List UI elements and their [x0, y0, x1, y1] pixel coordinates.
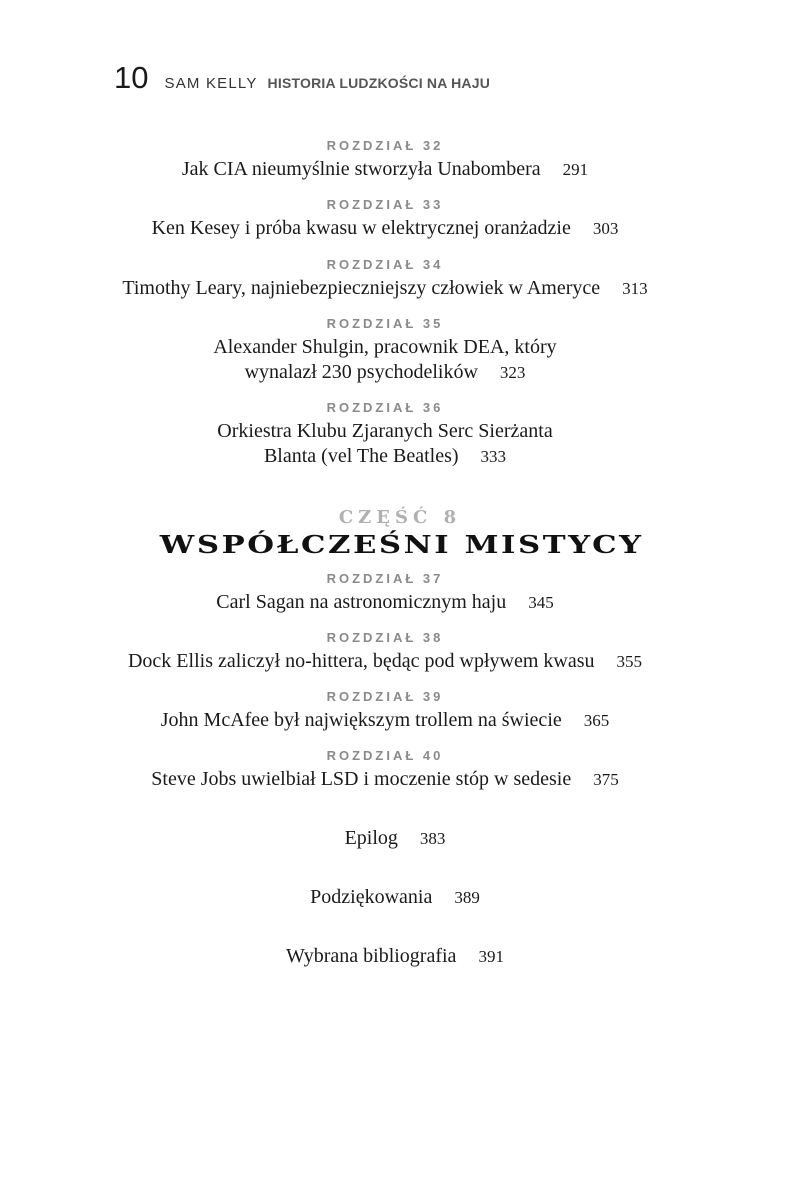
part-label: CZĘŚĆ 8: [338, 507, 462, 528]
chapter-title-line: Jak CIA nieumyślnie stworzyła Unabombera: [181, 158, 541, 180]
chapter-page-number: 355: [616, 652, 643, 671]
chapter-title-line: Orkiestra Klubu Zjaranych Serc Sierżanta: [217, 420, 553, 442]
book-title: HISTORIA LUDZKOŚCI NA HAJU: [267, 75, 491, 91]
chapter-page-number: 345: [528, 593, 554, 612]
chapter-page-number: 313: [622, 279, 648, 298]
chapter-label: ROZDZIAŁ 40: [326, 748, 444, 763]
chapter-page-number: 323: [499, 363, 526, 382]
chapter-label: ROZDZIAŁ 32: [326, 138, 444, 153]
chapter-title[interactable]: [0, 590, 770, 615]
chapter-title[interactable]: [0, 708, 770, 733]
chapter-title[interactable]: [0, 216, 770, 241]
author-name: SAM KELLY: [164, 75, 258, 92]
entry-page-number: 383: [419, 829, 446, 848]
toc-entry-chapter-40[interactable]: [0, 748, 770, 792]
chapter-page-number: 365: [583, 711, 610, 730]
chapter-label: ROZDZIAŁ 33: [326, 197, 444, 212]
entry-page-number: 391: [478, 947, 504, 966]
running-head: [114, 60, 490, 96]
chapter-page-number: 333: [480, 447, 507, 466]
toc-entry-acknowledgements[interactable]: [0, 885, 790, 910]
toc-entry-chapter-35[interactable]: [0, 316, 770, 385]
chapter-title[interactable]: [0, 419, 770, 469]
chapter-title-line: Dock Ellis zaliczył no-hittera, będąc pod wpływem kwasu: [127, 650, 595, 672]
entry-title: Epilog: [344, 827, 398, 849]
toc-entry-chapter-33[interactable]: [0, 197, 770, 241]
chapter-title[interactable]: [0, 649, 770, 674]
chapter-title-line: Ken Kesey i próba kwasu w elektrycznej oranżadzie: [151, 217, 571, 239]
chapter-title-line: Carl Sagan na astronomicznym haju: [216, 591, 507, 613]
page-number: 10: [114, 60, 149, 95]
chapter-label: ROZDZIAŁ 34: [326, 257, 444, 272]
chapter-label: ROZDZIAŁ 39: [326, 689, 444, 704]
toc-entry-epilog[interactable]: [0, 826, 790, 851]
entry-title: Podziękowania: [310, 886, 433, 908]
chapter-title-line: Timothy Leary, najniebezpieczniejszy człowiek w Ameryce: [122, 277, 601, 299]
toc-entry-chapter-37[interactable]: [0, 571, 770, 615]
chapter-title[interactable]: [0, 767, 770, 792]
toc-entry-chapter-39[interactable]: [0, 689, 770, 733]
chapter-title[interactable]: [0, 157, 770, 182]
chapter-title-line: Blanta (vel The Beatles): [263, 445, 459, 467]
toc-entry-chapter-36[interactable]: [0, 400, 770, 469]
chapter-page-number: 375: [593, 770, 619, 789]
toc-entry-chapter-32[interactable]: [0, 138, 770, 182]
chapter-label: ROZDZIAŁ 36: [326, 400, 444, 415]
toc-entry-bibliography[interactable]: [0, 944, 790, 969]
chapter-title[interactable]: [0, 276, 770, 301]
chapter-label: ROZDZIAŁ 37: [326, 571, 444, 586]
chapter-label: ROZDZIAŁ 38: [326, 630, 444, 645]
entry-title: Wybrana bibliografia: [286, 945, 457, 967]
chapter-label: ROZDZIAŁ 35: [326, 316, 444, 331]
chapter-title-line: Alexander Shulgin, pracownik DEA, który: [213, 336, 557, 358]
chapter-page-number: 303: [592, 219, 619, 238]
chapter-page-number: 291: [562, 160, 589, 179]
part-title: WSPÓŁCZEŚNI MISTYCY: [159, 530, 644, 559]
chapter-title-line: John McAfee był największym trollem na świecie: [160, 709, 562, 731]
toc-entry-chapter-38[interactable]: [0, 630, 770, 674]
toc-entry-chapter-34[interactable]: [0, 257, 770, 301]
chapter-title-line: Steve Jobs uwielbiał LSD i moczenie stóp w sedesie: [151, 768, 572, 790]
chapter-title-line: wynalazł 230 psychodelików: [244, 361, 478, 383]
entry-page-number: 389: [454, 888, 480, 907]
chapter-title[interactable]: [0, 335, 770, 385]
